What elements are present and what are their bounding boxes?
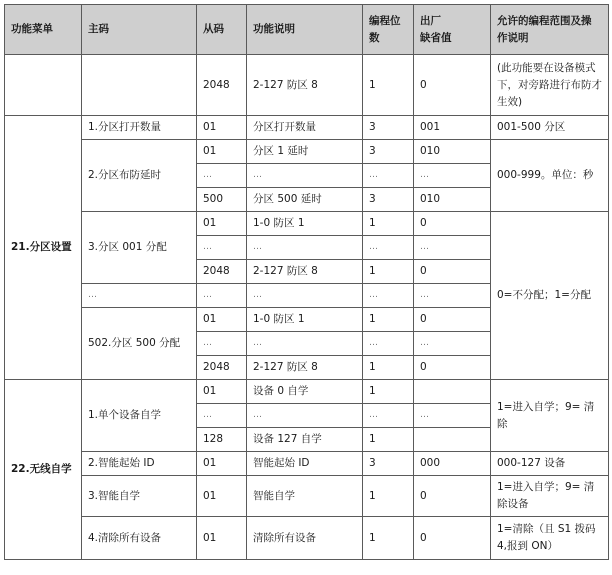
cell-sub: 2048 xyxy=(197,260,247,284)
cell-bits: … xyxy=(363,332,414,356)
cell-bits: … xyxy=(363,236,414,260)
cell-main: 502.分区 500 分配 xyxy=(82,308,197,380)
header-menu: 功能菜单 xyxy=(5,5,82,55)
cell-main: 3.智能自学 xyxy=(82,476,197,517)
header-default-line2: 缺省值 xyxy=(420,31,452,44)
header-bits-line2: 数 xyxy=(369,31,380,44)
cell-sub: … xyxy=(197,236,247,260)
cell-desc: 分区 1 延时 xyxy=(247,140,363,164)
cell-sub: … xyxy=(197,332,247,356)
cell-menu-section-21: 21.分区设置 xyxy=(5,116,82,380)
cell-bits: … xyxy=(363,164,414,188)
header-range-line2: 作说明 xyxy=(497,31,529,44)
cell-desc: 清除所有设备 xyxy=(247,517,363,560)
cell-desc: … xyxy=(247,284,363,308)
cell-sub: 01 xyxy=(197,212,247,236)
cell-desc: 智能起始 ID xyxy=(247,452,363,476)
cell-default: 0 xyxy=(414,212,491,236)
cell-bits: 1 xyxy=(363,428,414,452)
header-description: 功能说明 xyxy=(247,5,363,55)
cell-desc: 设备 127 自学 xyxy=(247,428,363,452)
table-row xyxy=(5,140,609,164)
cell-note: 000-999。单位：秒 xyxy=(491,140,609,212)
cell-desc: 设备 0 自学 xyxy=(247,380,363,404)
cell-default: 001 xyxy=(414,116,491,140)
cell-desc: 分区打开数量 xyxy=(247,116,363,140)
cell-bits: … xyxy=(363,404,414,428)
cell-bits: 1 xyxy=(363,55,414,116)
cell-sub: 01 xyxy=(197,476,247,517)
cell-desc: 分区 500 延时 xyxy=(247,188,363,212)
cell-note: 1=清除（且 S1 拨码 4,报到 ON） xyxy=(491,517,609,560)
cell-bits: 1 xyxy=(363,260,414,284)
cell-default: 0 xyxy=(414,260,491,284)
cell-default: 0 xyxy=(414,308,491,332)
cell-bits: … xyxy=(363,284,414,308)
header-bits xyxy=(363,5,414,55)
cell-main: … xyxy=(82,284,197,308)
header-bits-line1: 编程位 xyxy=(369,14,401,27)
cell-main xyxy=(82,55,197,116)
cell-desc: 1-0 防区 1 xyxy=(247,212,363,236)
cell-default: … xyxy=(414,404,491,428)
cell-default: … xyxy=(414,164,491,188)
cell-note: (此功能要在设备模式下，对旁路进行布防才生效) xyxy=(491,55,609,116)
table-row xyxy=(5,380,609,404)
header-range xyxy=(491,5,609,55)
cell-bits: 1 xyxy=(363,476,414,517)
cell-bits: 3 xyxy=(363,188,414,212)
table-row xyxy=(5,452,609,476)
cell-desc: 2-127 防区 8 xyxy=(247,55,363,116)
header-default xyxy=(414,5,491,55)
cell-desc: 1-0 防区 1 xyxy=(247,308,363,332)
cell-default: … xyxy=(414,236,491,260)
table-row xyxy=(5,55,609,116)
cell-main: 3.分区 001 分配 xyxy=(82,212,197,284)
cell-main: 2.智能起始 ID xyxy=(82,452,197,476)
cell-bits: 3 xyxy=(363,452,414,476)
cell-bits: 1 xyxy=(363,517,414,560)
header-default-line1: 出厂 xyxy=(420,14,441,27)
cell-default: 000 xyxy=(414,452,491,476)
cell-desc: … xyxy=(247,236,363,260)
cell-bits: 1 xyxy=(363,308,414,332)
cell-default: 0 xyxy=(414,55,491,116)
cell-bits: 3 xyxy=(363,140,414,164)
cell-menu xyxy=(5,55,82,116)
cell-default: 0 xyxy=(414,476,491,517)
cell-desc: 2-127 防区 8 xyxy=(247,356,363,380)
table-row xyxy=(5,517,609,560)
cell-sub: 01 xyxy=(197,116,247,140)
cell-default: 0 xyxy=(414,517,491,560)
cell-desc: 2-127 防区 8 xyxy=(247,260,363,284)
cell-note: 000-127 设备 xyxy=(491,452,609,476)
cell-sub: 01 xyxy=(197,517,247,560)
cell-bits: 3 xyxy=(363,116,414,140)
cell-note-alloc: 0=不分配；1=分配 xyxy=(491,212,609,380)
table-row xyxy=(5,212,609,236)
cell-desc: … xyxy=(247,404,363,428)
cell-default xyxy=(414,428,491,452)
cell-bits: 1 xyxy=(363,212,414,236)
cell-sub: … xyxy=(197,164,247,188)
header-sub-code: 从码 xyxy=(197,5,247,55)
header-main-code: 主码 xyxy=(82,5,197,55)
cell-main: 2.分区布防延时 xyxy=(82,140,197,212)
cell-sub: 2048 xyxy=(197,55,247,116)
cell-desc: … xyxy=(247,332,363,356)
cell-bits: 1 xyxy=(363,356,414,380)
cell-default: … xyxy=(414,332,491,356)
cell-main: 1.单个设备自学 xyxy=(82,380,197,452)
cell-note: 001-500 分区 xyxy=(491,116,609,140)
cell-sub: 01 xyxy=(197,308,247,332)
programming-table xyxy=(4,4,609,560)
header-row xyxy=(5,5,609,55)
cell-bits: 1 xyxy=(363,380,414,404)
cell-sub: … xyxy=(197,404,247,428)
cell-sub: 500 xyxy=(197,188,247,212)
cell-sub: 01 xyxy=(197,140,247,164)
cell-default: 010 xyxy=(414,188,491,212)
cell-desc: … xyxy=(247,164,363,188)
cell-sub: 01 xyxy=(197,452,247,476)
cell-menu-section-22: 22.无线自学 xyxy=(5,380,82,560)
cell-note: 1=进入自学；9= 清除 xyxy=(491,380,609,452)
programming-table-container xyxy=(4,4,609,560)
cell-main: 4.清除所有设备 xyxy=(82,517,197,560)
header-range-line1: 允许的编程范围及操 xyxy=(497,14,592,27)
cell-main: 1.分区打开数量 xyxy=(82,116,197,140)
cell-default: … xyxy=(414,284,491,308)
cell-default: 010 xyxy=(414,140,491,164)
cell-default xyxy=(414,380,491,404)
table-row xyxy=(5,116,609,140)
cell-note: 1=进入自学；9= 清除设备 xyxy=(491,476,609,517)
cell-default: 0 xyxy=(414,356,491,380)
cell-sub: 2048 xyxy=(197,356,247,380)
cell-sub: 128 xyxy=(197,428,247,452)
cell-sub: 01 xyxy=(197,380,247,404)
cell-sub: … xyxy=(197,284,247,308)
cell-desc: 智能自学 xyxy=(247,476,363,517)
table-row xyxy=(5,476,609,517)
